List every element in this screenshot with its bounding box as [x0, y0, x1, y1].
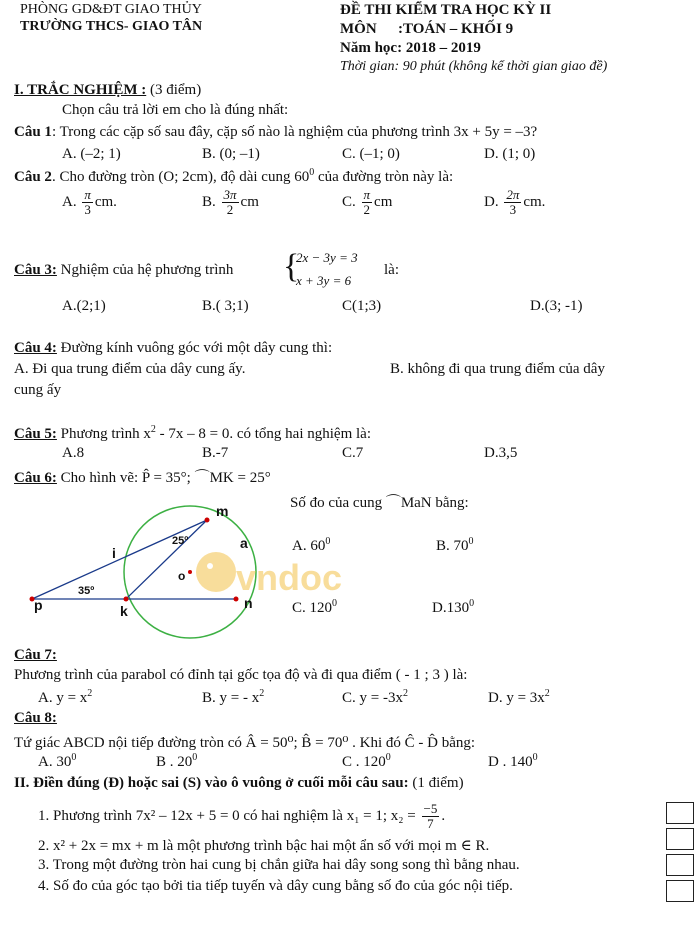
part1-points: (3 điểm) [146, 82, 202, 98]
q5-option-c: C.7 [342, 445, 364, 461]
q6-label-p: p [34, 597, 43, 613]
q2-b-letter: B. [202, 193, 216, 210]
q7-option-a [38, 688, 92, 707]
q3-stem [14, 262, 233, 279]
q8-b-text: B . 20 [156, 754, 193, 770]
q7-label: Câu 7: [14, 647, 57, 663]
q6-d-text: D.130 [432, 600, 470, 616]
q6-angle-35: 35º [78, 585, 95, 597]
watermark-mascot-eye-icon [207, 563, 213, 569]
part2-item-1: 1. Phương trình 7x² – 12x + 5 = 0 có hai nghiệm là x₁ = 1; x₂ = $\frac{-5}{7}$ . [38, 801, 446, 831]
part2-item-3: 3. Trong một đường tròn hai cung bị chắn giữa hai dây song song thì bằng nhau. [38, 857, 520, 873]
q6-watermark-text: vndoc [236, 557, 343, 598]
q6-option-b [436, 536, 474, 555]
q2-b-num: 3π [223, 187, 237, 202]
q7-b-sup: 2 [259, 688, 265, 699]
q8-c-sup: 0 [385, 752, 391, 763]
q7-option-d [488, 688, 550, 707]
q2-a-fraction [82, 188, 93, 217]
part2-item-1-text: 1. Phương trình 7x² – 12x + 5 = 0 có hai nghiệm là x₁ = 1; x₂ = [38, 807, 416, 824]
part2-item-1-num: −5 [423, 801, 438, 816]
q8-d-text: D . 140 [488, 754, 533, 770]
q6-option-a [292, 536, 330, 555]
q7-c-text: C. y = -3x [342, 690, 403, 706]
q3-option-b: B.( 3;1) [202, 298, 249, 314]
q6-stem [14, 466, 271, 487]
q1-label: Câu 1 [14, 124, 52, 140]
part2-points: (1 điểm) [408, 775, 464, 791]
q3-text: Nghiệm của hệ phương trình [56, 262, 234, 278]
q6-label-o: o [178, 569, 186, 583]
q6-b-text: B. 70 [436, 538, 469, 554]
q6-watermark [196, 552, 342, 598]
q4-option-b-cont: cung ấy [14, 382, 62, 398]
exam-duration: Thời gian: 90 phút (không kể thời gian giao đề) [340, 59, 608, 74]
q2-c-fraction [362, 188, 373, 217]
q5-sup: 2 [150, 424, 156, 435]
q1-stem [14, 124, 537, 141]
q5-option-b: B.-7 [202, 445, 229, 461]
q5-stem [14, 424, 371, 443]
q2-c-letter: C. [342, 193, 356, 210]
q3-eq2: x + 3y = 6 [296, 273, 352, 288]
q7-d-text: D. y = 3x [488, 690, 545, 706]
q3-label: Câu 3: [14, 262, 57, 278]
q7-a-sup: 2 [87, 688, 93, 699]
watermark-mascot-icon [196, 552, 236, 592]
q2-option-a [62, 188, 117, 217]
q6-option-d [432, 598, 474, 617]
answer-box-1[interactable] [666, 802, 694, 824]
q6-option-c [292, 598, 337, 617]
q2-text-sup: 0 [309, 167, 315, 178]
q3-eq1: 2x − 3y = 3 [296, 250, 358, 265]
school-year: Năm học: 2018 – 2019 [340, 40, 481, 56]
q6-label-k: k [120, 603, 128, 619]
q6-d-sup: 0 [469, 598, 475, 609]
q8-b-sup: 0 [192, 752, 198, 763]
q2-text: . Cho đường tròn (O; 2cm), độ dài cung 60 [51, 169, 310, 185]
q6-b-sup: 0 [468, 536, 474, 547]
q2-a-letter: A. [62, 193, 77, 210]
q6-label: Câu 6: [14, 470, 57, 486]
q7-b-text: B. y = - x [202, 690, 260, 706]
q6-point-k [124, 597, 129, 602]
part1-title: I. TRẮC NGHIỆM : [14, 82, 147, 98]
part2-heading [14, 775, 464, 792]
q2-d-letter: D. [484, 193, 499, 210]
q6-question: Số đo của cung ⌒MaN bằng: [290, 495, 469, 511]
q7-a-text: A. y = x [38, 690, 88, 706]
q6-label-i: i [112, 545, 116, 561]
q6-figure [20, 500, 400, 640]
part2-item-4: 4. Số đo của góc tạo bởi tia tiếp tuyến và dây cung bằng số đo của góc nội tiếp. [38, 878, 513, 894]
answer-box-3[interactable] [666, 854, 694, 876]
q5-option-d: D.3,5 [484, 445, 518, 461]
q8-option-b [156, 752, 197, 771]
q4-option-a: A. Đi qua trung điểm của dây cung ấy. [14, 361, 246, 377]
q8-d-sup: 0 [532, 752, 538, 763]
q6-c-text: C. 120 [292, 600, 333, 616]
q2-d-unit: cm. [523, 193, 546, 210]
q7-option-b [202, 688, 264, 707]
q2-option-d [484, 188, 545, 217]
q2-d-den: 3 [509, 202, 517, 217]
subject-value: :TOÁN – KHỐI 9 [398, 21, 514, 37]
q8-label: Câu 8: [14, 710, 57, 726]
q5-text: Phương trình x [56, 426, 151, 442]
q2-option-b [202, 188, 259, 217]
q1-option-a: A. (–2; 1) [62, 146, 121, 162]
q6-line-pm [32, 520, 207, 599]
q6-label-m: m [216, 503, 229, 519]
q2-c-den: 2 [363, 202, 371, 217]
q8-a-text: A. 30 [38, 754, 72, 770]
q3-brace: { [283, 248, 300, 285]
part1-instruction: Chọn câu trả lời em cho là đúng nhất: [62, 102, 289, 118]
q4-stem [14, 340, 332, 357]
q3-option-c: C(1;3) [342, 298, 382, 314]
q2-option-c [342, 188, 392, 217]
q8-option-c [342, 752, 391, 771]
q4-option-b: B. không đi qua trung điểm của dây [390, 361, 605, 377]
q3-option-a: A.(2;1) [62, 298, 106, 314]
q7-c-sup: 2 [402, 688, 408, 699]
q8-option-a [38, 752, 76, 771]
q4-text: Đường kính vuông góc với một dây cung thì: [56, 340, 333, 356]
header-school: TRƯỜNG THCS- GIAO TÂN [20, 19, 203, 34]
q2-c-num: π [363, 187, 371, 202]
q6-a-text: A. 60 [292, 538, 326, 554]
q1-option-b: B. (0; –1) [202, 146, 260, 162]
q2-a-num: π [84, 187, 91, 202]
answer-box-4[interactable] [666, 880, 694, 902]
q5-option-a: A.8 [62, 445, 85, 461]
part2-item-2: 2. x² + 2x = mx + m là một phương trình bậc hai một ẩn số với mọi m ∈ R. [38, 838, 490, 854]
q2-b-unit: cm [240, 193, 259, 210]
q6-point-m [205, 518, 210, 523]
q7-d-sup: 2 [544, 688, 550, 699]
q2-text-end: của đường tròn này là: [314, 169, 454, 185]
q5-label: Câu 5: [14, 426, 57, 442]
q8-a-sup: 0 [71, 752, 77, 763]
q6-point-o [188, 570, 192, 574]
q2-d-num: 2π [506, 187, 520, 202]
q6-text: Cho hình vẽ: P̂ = 35°; ⌒MK = 25° [56, 470, 271, 486]
q1-option-d: D. (1; 0) [484, 146, 536, 162]
q6-label-n: n [244, 595, 253, 611]
subject-label: MÔN [340, 21, 377, 37]
q8-c-text: C . 120 [342, 754, 386, 770]
header-dept: PHÒNG GD&ĐT GIAO THỦY [20, 2, 202, 17]
q3-tail: là: [384, 262, 399, 278]
q7-text: Phương trình của parabol có đỉnh tại gốc tọa độ và đi qua điểm ( - 1 ; 3 ) là: [14, 667, 468, 683]
part2-item-1-den: 7 [427, 816, 434, 831]
q3-option-d: D.(3; -1) [530, 298, 583, 314]
q2-d-fraction [504, 188, 521, 217]
q2-b-den: 2 [226, 202, 234, 217]
q2-label: Câu 2 [14, 169, 52, 185]
q5-text-end: - 7x – 8 = 0. có tổng hai nghiệm là: [155, 426, 371, 442]
q6-c-sup: 0 [332, 598, 338, 609]
q1-option-c: C. (–1; 0) [342, 146, 400, 162]
part1-heading [14, 82, 201, 99]
q1-text: : Trong các cặp số sau đây, cặp số nào là nghiệm của phương trình 3x + 5y = –3? [51, 124, 538, 140]
part2-title: II. Điền đúng (Đ) hoặc sai (S) vào ô vuông ở cuối mỗi câu sau: [14, 775, 409, 791]
q7-option-c [342, 688, 408, 707]
part2-item-1-fraction [422, 802, 440, 831]
q2-c-unit: cm [374, 193, 393, 210]
q8-text: Tứ giác ABCD nội tiếp đường tròn có Â = 50⁰; B̂ = 70⁰ . Khi đó Ĉ - D̂ bằng: [14, 735, 476, 751]
q2-a-unit: cm. [94, 193, 117, 210]
exam-title: ĐỀ THI KIỂM TRA HỌC KỲ II [340, 2, 552, 18]
q8-option-d [488, 752, 538, 771]
q2-a-den: 3 [84, 202, 91, 217]
q6-a-sup: 0 [325, 536, 331, 547]
q4-label: Câu 4: [14, 340, 57, 356]
q2-stem [14, 167, 453, 186]
q2-b-fraction [222, 188, 239, 217]
q6-label-a: a [240, 535, 248, 551]
q6-angle-25: 25º [172, 535, 189, 547]
answer-box-2[interactable] [666, 828, 694, 850]
